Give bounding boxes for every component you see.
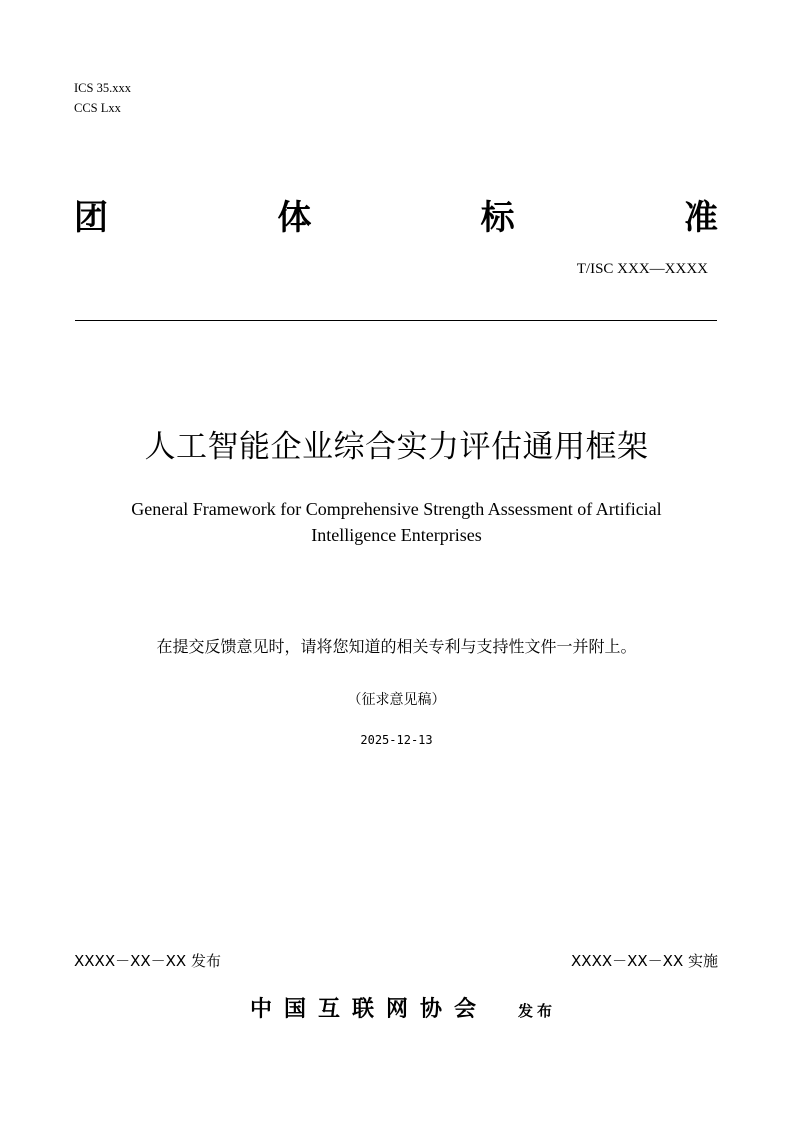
organization-name: 中国互联网协会 (250, 997, 489, 1022)
classification-codes (74, 78, 131, 118)
ics-code: ICS 35.xxx (74, 81, 131, 95)
document-date: 2025-12-13 (360, 733, 433, 747)
ccs-code: CCS Lxx (74, 101, 121, 115)
title-char: 准 (683, 198, 718, 238)
title-char: 团 (74, 198, 108, 238)
patent-notice: 在提交反馈意见时，请将您知道的相关专利与支持性文件一并附上。 (156, 637, 637, 656)
header-divider (75, 320, 717, 321)
implement-date: XXXX－XX－XX 实施 (571, 952, 718, 970)
draft-label: （征求意见稿） (347, 692, 446, 708)
document-title-zh: 人工智能企业综合实力评估通用框架 (144, 429, 649, 465)
standard-type-title (74, 198, 718, 238)
title-char: 标 (480, 198, 515, 238)
standard-number: T/ISC XXX—XXXX (576, 261, 708, 277)
organization-suffix: 发布 (518, 1002, 557, 1020)
publish-date: XXXX－XX－XX 发布 (74, 952, 221, 970)
publisher (250, 992, 556, 1023)
title-char: 体 (277, 198, 312, 238)
document-title-en: General Framework for Comprehensive Strength Assessment of Artificial Intelligence Enterprises (131, 499, 662, 545)
